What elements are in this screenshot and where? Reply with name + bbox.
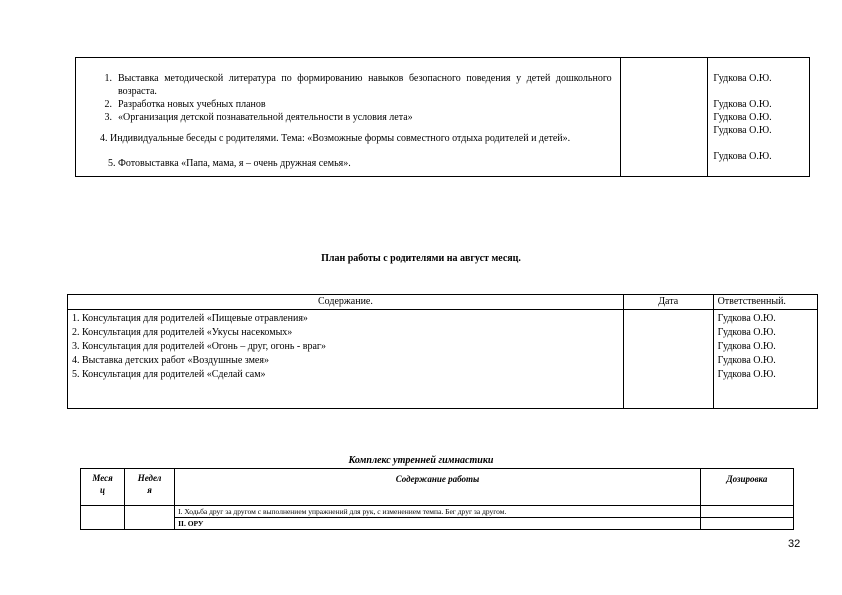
plan-content-cell (68, 310, 624, 409)
list-item: 3. Консультация для родителей «Огонь – друг, огонь - враг» (72, 341, 326, 352)
list-item: 5. Консультация для родителей «Сделай сам» (72, 369, 266, 380)
activities-content-cell (76, 58, 621, 177)
dose-cell (700, 518, 793, 530)
section-heading: План работы с родителями на август месяц. (321, 253, 521, 264)
dose-cell (700, 506, 793, 518)
list-item: 1. Выставка методической литература по формированию навыков безопасного поведения у детей дошкольного возраста. (104, 73, 612, 97)
responsible-name: Гудкова О.Ю. (717, 313, 776, 324)
month-cell (81, 506, 125, 530)
column-header-week: Недел я (125, 469, 175, 506)
column-header-responsible: Ответственный. (713, 295, 817, 310)
parents-plan-table (67, 294, 818, 409)
date-cell (623, 310, 713, 409)
responsible-name: Гудкова О.Ю. (717, 355, 776, 366)
gymnastics-table (80, 468, 794, 530)
responsible-name: Гудкова О.Ю. (713, 125, 772, 136)
table-row: II. ОРУ (175, 518, 701, 530)
column-header-dose: Дозировка (700, 469, 793, 506)
date-cell (620, 58, 708, 177)
list-item: 1. Консультация для родителей «Пищевые отравления» (72, 313, 308, 324)
activities-table (75, 57, 810, 177)
list-item: 4. Индивидуальные беседы с родителями. Тема: «Возможные формы совместного отдыха родителей и детей». (100, 133, 571, 144)
responsible-cell (708, 58, 810, 177)
responsible-name: Гудкова О.Ю. (713, 73, 772, 84)
table-row: I. Ходьба друг за другом с выполнением упражнений для рук, с изменением темпа. Бег друг за другом. (175, 506, 701, 518)
list-item: 2. Разработка новых учебных планов (104, 99, 266, 110)
column-header-date: Дата (623, 295, 713, 310)
column-header-month: Меся ц (81, 469, 125, 506)
responsible-name: Гудкова О.Ю. (717, 327, 776, 338)
list-item: 5. Фотовыставка «Папа, мама, я – очень дружная семья». (108, 158, 351, 169)
responsible-name: Гудкова О.Ю. (713, 112, 772, 123)
responsible-name: Гудкова О.Ю. (717, 369, 776, 380)
column-header-content: Содержание. (68, 295, 624, 310)
responsible-cell (713, 310, 817, 409)
list-item: 3. «Организация детской познавательной деятельности в условия лета» (104, 112, 413, 123)
section-heading: Комплекс утренней гимнастики (348, 455, 494, 466)
page-number: 32 (788, 538, 801, 550)
week-cell (125, 506, 175, 530)
responsible-name: Гудкова О.Ю. (717, 341, 776, 352)
responsible-name: Гудкова О.Ю. (713, 99, 772, 110)
list-item: 4. Выставка детских работ «Воздушные змея» (72, 355, 269, 366)
list-item: 2. Консультация для родителей «Укусы насекомых» (72, 327, 293, 338)
responsible-name: Гудкова О.Ю. (713, 151, 772, 162)
column-header-content: Содержание работы (175, 469, 701, 506)
